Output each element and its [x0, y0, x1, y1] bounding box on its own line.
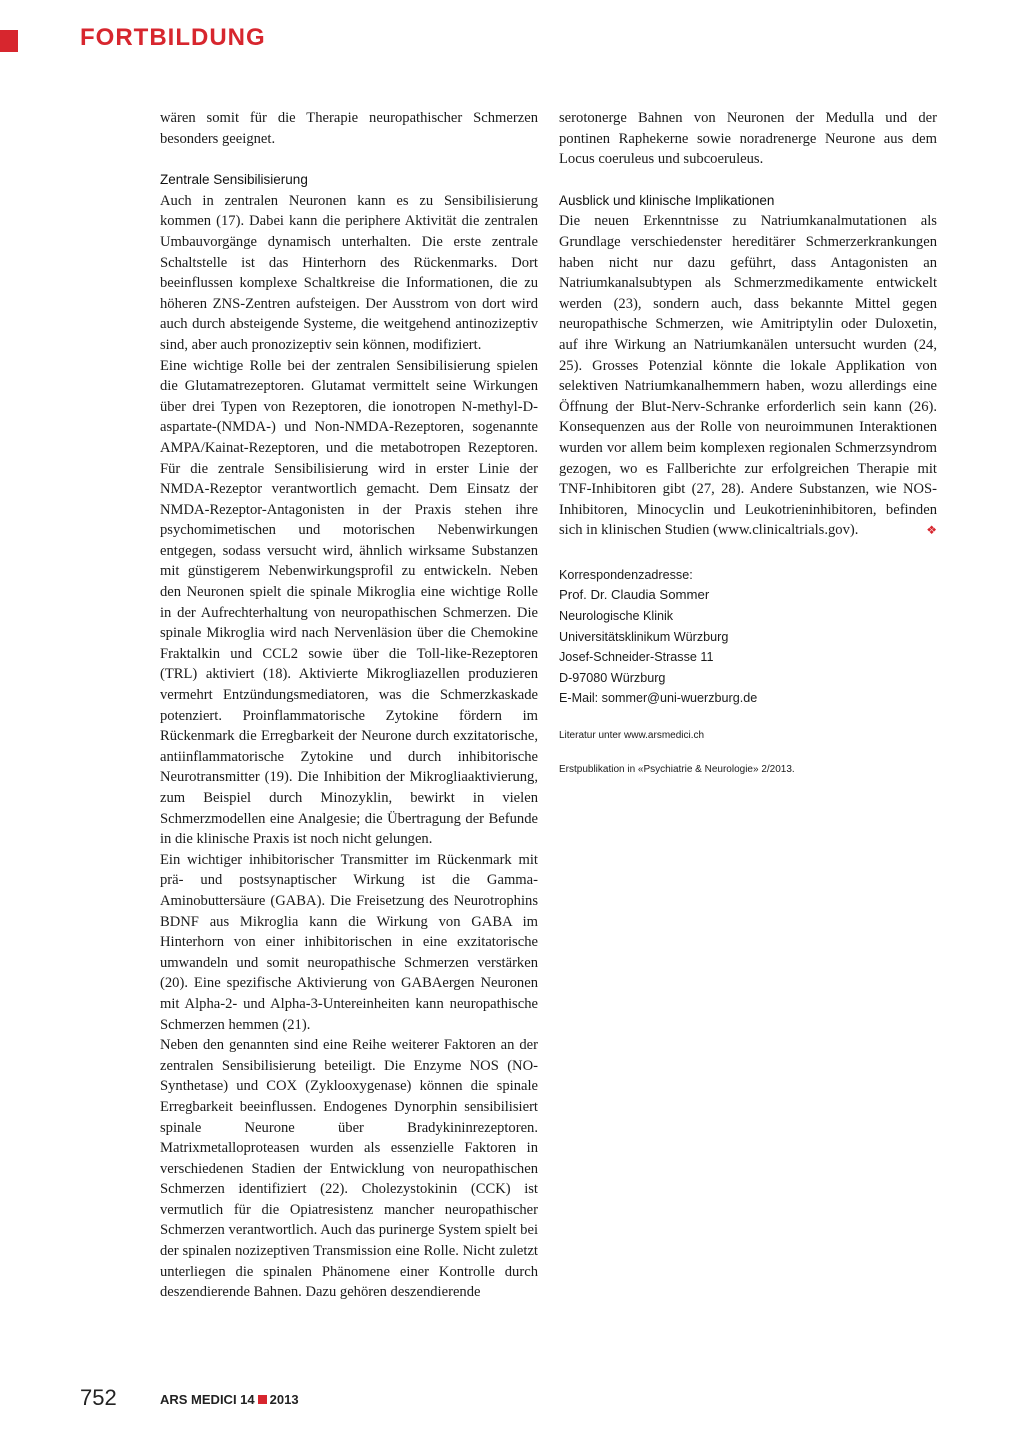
heading-ausblick: Ausblick und klinische Implikationen [559, 192, 775, 208]
email-link[interactable]: E-Mail: sommer@uni-wuerzburg.de [559, 691, 758, 706]
journal-name: ARS MEDICI 14 [160, 1392, 255, 1407]
body-paragraph [559, 211, 937, 541]
publication-note: Erstpublikation in «Psychiatrie & Neurologie» 2/2013. [559, 764, 795, 776]
journal-year: 2013 [269, 1392, 299, 1407]
body-paragraph: Ein wichtiger inhibitorischer Transmitter im Rückenmark mit prä- und postsynaptischer Wirkung ist die Gamma-Aminobuttersäure (GABA). Die Freisetzung des Neurotrophins BDNF aus Mikroglia kann die Wirkung von GABA im Hinterhorn von einer inhibitorischen in eine exzitatorische umwandeln und somit neuropathische Schmerzen verstärken (20). Eine spezifische Aktivierung von GABAergen Neuronen mit Alpha-2- und Alpha-3-Untereinheiten kann neuropathische Schmerzen hemmen (21). [160, 851, 538, 1033]
address-line: Universitätsklinikum Würzburg [559, 629, 729, 644]
address-line: D-97080 Würzburg [559, 670, 666, 685]
body-paragraph: Eine wichtige Rolle bei der zentralen Sensibilisierung spielen die Glutamatrezeptoren. Glutamat vermittelt seine Wirkungen über drei Typen von Rezeptoren, die ionotropen N-methyl-D-aspartate-(NMDA-) und Non-NMDA-Rezeptoren, sogenannte AMPA/Kainat-Rezeptoren, und die metabotropen Rezeptoren. Für die zentrale Sensibilisierung wird in erster Linie der NMDA-Rezeptor verantwortlich gemacht. Dem Einsatz der NMDA-Rezeptor-Antagonisten in der Praxis stehen ihre psychomimetischen und motorischen Nebenwirkungen entgegen, sodass versucht wird, ähnlich wirksame Substanzen mit günstigerem Nebenwirkungsprofil zu entwickeln. Neben den Neuronen spielt die spinale Mikroglia eine wichtige Rolle in der Aufrechterhaltung von neuropathischen Schmerzen. Die spinale Mikroglia wird nach Nervenläsion über die Chemokine Fraktalkin und CCL2 sowie über die Toll-like-Rezeptoren (TRL) aktiviert (18). Aktivierte Mikrogliazellen produzieren vermehrt Entzündungsmediatoren, was die Schmerzkaskade potenziert. Proinflammatorische Zytokine fördern im Rückenmark die Erregbarkeit der Neurone durch exzitatorische, antiinflammatorische Zytokine und durch inhibitorische Neurotransmitter (19). Die Inhibition der Mikrogliaaktivierung, zum Beispiel durch Minozyklin, bewirkt in vielen Schmerzmodellen eine Analgesie; die Übertragung der Befunde in die klinische Praxis ist noch nicht gelungen. [160, 357, 538, 848]
section-title: FORTBILDUNG [80, 24, 266, 51]
journal-footer [160, 1392, 299, 1407]
right-column [559, 108, 937, 777]
ausblick-text: Die neuen Erkenntnisse zu Natriumkanalmutationen als Grundlage verschiedenster hereditärer Schmerzerkrankungen haben nicht nur dazu geführt, dass Antagonisten an Natriumkanalsubtypen als Schmerzmedikamente entwickelt werden (23), sondern auch, dass bekannte Mittel gegen neuropathische Schmerzen, wie Amitriptylin oder Duloxetin, auf ihre Wirkung an Natriumkanälen untersucht wurden (24, 25). Grosses Potenzial könnte die lokale Applikation von selektiven Natriumkanalhemmern haben, wozu allerdings eine Öffnung der Blut-Nerv-Schranke erforderlich sein kann (26). Konsequenzen aus der Rolle von neuroimmunen Interaktionen wurden vor allem beim komplexen regionalen Schmerzsyndrom gezogen, wo es Fallberichte zur erfolgreichen Therapie mit TNF-Inhibitoren gibt (27, 28). Andere Substanzen, wie NOS-Inhibitoren, Minocyclin und Leukotrieninhibitoren, befinden sich in klinischen Studien (www.clinicaltrials.gov). [559, 213, 937, 539]
author-name: Prof. Dr. Claudia Sommer [559, 587, 710, 603]
spacer [559, 170, 937, 191]
heading-zentrale-sensibilisierung: Zentrale Sensibilisierung [160, 172, 308, 188]
address-line: Neurologische Klinik [559, 609, 674, 624]
intro-paragraph: wären somit für die Therapie neuropathischer Schmerzen besonders geeignet. [160, 110, 538, 147]
page-number: 752 [80, 1385, 117, 1410]
correspondence-address [559, 565, 937, 709]
spacer [160, 149, 538, 170]
body-paragraph: Neben den genannten sind eine Reihe weiterer Faktoren an der zentralen Sensibilisierung beteiligt. Die Enzyme NOS (NO-Synthetase) und COX (Zyklooxygenase) können die spinale Erregbarkeit beeinflussen. Endogenes Dynorphin sensibilisiert spinale Neurone über Bradykininrezeptoren. Matrixmetalloproteasen wurden als essenzielle Faktoren in verschiedenen Stadien der Entwicklung von neuropathischen Schmerzen identifiziert (22). Cholezystokinin (CCK) ist vermutlich für die Opiatresistenz mancher neuropathischer Schmerzen verantwortlich. Auch das purinerge System spielt bei der spinalen nozizeptiven Transmission eine Rolle. Nicht zuletzt unterliegen die spinalen Phänomene einer Kontrolle durch deszendierende Bahnen. Dazu gehören deszendierende [160, 1037, 538, 1301]
address-line: Josef-Schneider-Strasse 11 [559, 650, 714, 665]
address-heading: Korrespondenzadresse: [559, 567, 693, 582]
left-column [160, 108, 538, 1303]
square-separator-icon [258, 1395, 267, 1404]
end-of-article-icon: ❖ [926, 523, 937, 538]
section-color-marker [0, 30, 18, 52]
literature-note: Literatur unter www.arsmedici.ch [559, 730, 705, 742]
continuation-paragraph: serotonerge Bahnen von Neuronen der Medulla und der pontinen Raphekerne sowie noradrenerge Neurone aus dem Locus coeruleus und subcoeruleus. [559, 110, 937, 168]
body-paragraph: Auch in zentralen Neuronen kann es zu Sensibilisierung kommen (17). Dabei kann die periphere Aktivität die zentralen Umbauvorgänge dynamisch unterhalten. Die erste zentrale Schaltstelle ist das Hinterhorn des Rückenmarks. Dort beeinflussen komplexe Schaltkreise die Informationen, die zu höheren ZNS-Zentren aufsteigen. Der Ausstrom von dort wird auch durch absteigende Systeme, die weitgehend antinozizeptiv sind, aber auch pronozizeptiv sein können, modifiziert. [160, 192, 538, 353]
